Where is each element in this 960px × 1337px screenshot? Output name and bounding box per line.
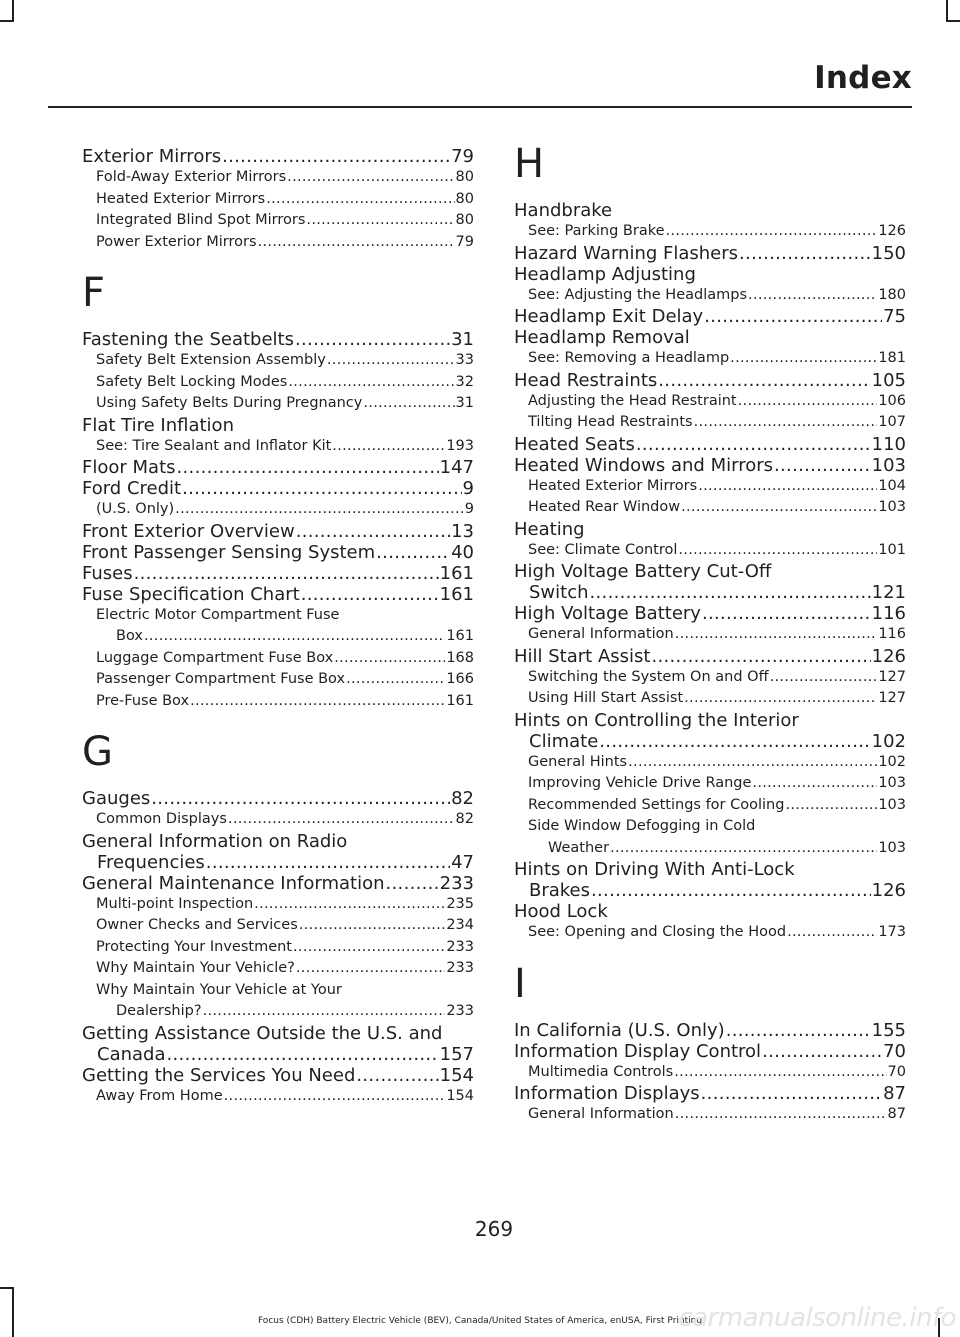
page-reference[interactable]: 105 [871,369,906,391]
dot-leader [296,958,445,980]
entry-text: Safety Belt Extension Assembly [96,352,326,368]
dot-leader [134,563,439,584]
page-reference[interactable]: 75 [883,306,906,327]
index-subentry[interactable] [82,436,474,458]
entry-text: Gauges [82,788,151,809]
dot-leader [770,667,878,689]
index-subentry[interactable] [82,210,474,232]
dot-leader [306,210,454,232]
entry-text: Fuses [82,562,133,584]
dot-leader [376,542,450,563]
entry-text: Headlamp Adjusting [514,263,696,285]
page-reference[interactable]: 33 [455,352,474,368]
entry-text: General Information [528,1106,674,1122]
entry-text: Hazard Warning Flashers [514,242,739,264]
dot-leader [346,669,445,691]
index-subentry[interactable] [82,393,474,415]
dot-leader [762,1041,882,1062]
index-subentry[interactable] [82,809,474,831]
entry-text: Hints on Controlling the Interior [514,709,799,731]
page-reference[interactable]: 127 [878,668,906,685]
entry-text: Integrated Blind Spot Mirrors [96,212,306,228]
watermark-text: carmanualsonline.info [678,1303,956,1333]
index-entry[interactable] [82,329,474,350]
section-letter: G [82,729,113,775]
entry-text: Switching the System On and Off [528,668,769,685]
page-reference[interactable]: 103 [878,796,906,813]
index-subentry[interactable] [514,688,906,710]
index-subentry[interactable] [82,937,474,959]
entry-text: Away From Home [96,1087,223,1104]
index-entry[interactable] [82,584,474,605]
page-reference[interactable]: 233 [446,1003,474,1019]
index-entry[interactable] [514,519,906,540]
entry-text: Power Exterior Mirrors [96,233,257,250]
footer-text: Focus (CDH) Battery Electric Vehicle (BEV), Canada/United States of America, enUSA, First Printing [257,1316,703,1326]
dot-leader [222,146,450,167]
entry-text: Getting Assistance Outside the U.S. and [82,1022,443,1044]
entry-text: See: Parking Brake [528,223,665,239]
entry-text: Why Maintain Your Vehicle? [96,960,295,976]
index-entry[interactable] [82,831,474,873]
index-subentry[interactable] [82,915,474,937]
entry-text: Hints on Driving With Anti-Lock [514,859,795,880]
index-entry[interactable] [514,710,906,752]
entry-text: Head Restraints [514,369,658,391]
section-letter: F [82,270,106,316]
entry-text: See: Opening and Closing the Hood [528,924,787,940]
index-entry[interactable] [82,457,474,478]
dot-leader [785,795,877,817]
entry-text: Improving Vehicle Drive Range [528,775,752,791]
page-reference[interactable]: 31 [451,329,474,350]
page-reference[interactable]: 106 [878,392,906,409]
index-subentry[interactable] [514,1104,906,1126]
index-subentry[interactable] [82,232,474,254]
index-subentry[interactable] [514,624,906,646]
entry-text: Passenger Compartment Fuse Box [96,671,346,687]
index-entry[interactable] [514,243,906,264]
entry-text: General Hints [528,753,628,770]
entry-text: Handbrake [514,200,613,221]
entry-text: Luggage Compartment Fuse Box [96,649,334,666]
dot-leader [704,306,882,327]
page-reference[interactable]: 9 [462,478,474,499]
dot-leader [296,521,450,542]
page-reference[interactable]: 103 [878,499,906,515]
dot-leader [356,1065,438,1086]
page-reference[interactable]: 40 [451,541,474,563]
index-entry[interactable] [514,1041,906,1062]
dot-leader [636,434,871,455]
index-subentry[interactable] [82,691,474,713]
dot-leader [182,478,461,499]
index-entry[interactable] [514,1083,906,1104]
page-reference[interactable]: 103 [878,775,906,791]
dot-leader [684,688,877,710]
dot-leader [203,1001,446,1023]
dot-leader [295,329,450,350]
dot-leader [694,412,878,434]
index-subentry[interactable] [514,667,906,689]
entry-text: Pre-Fuse Box [96,692,190,709]
entry-text: Multi-point Inspection [96,895,254,912]
page-reference[interactable]: 101 [878,541,906,558]
entry-text: Tilting Head Restraints [528,414,693,430]
page-reference[interactable]: 103 [871,454,906,476]
index-subentry[interactable] [514,752,906,774]
page-reference[interactable]: 80 [455,190,474,207]
entry-text: Box [116,628,143,644]
dot-leader [301,584,439,605]
index-subentry[interactable] [514,497,906,519]
entry-text: Headlamp Removal [514,327,690,348]
crop-mark-bottom-left-vertical [12,1287,14,1337]
entry-text: Owner Checks and Services [96,917,298,933]
index-subentry[interactable] [82,958,474,980]
page-reference[interactable]: 161 [439,583,474,605]
entry-text: See: Removing a Headlamp [528,350,730,366]
index-subentry[interactable] [514,773,906,795]
index-entry[interactable] [514,901,906,922]
section-letter: H [514,141,545,187]
page-reference[interactable]: 157 [439,1043,474,1065]
dot-leader [224,1086,446,1108]
entry-text: Climate [529,730,599,752]
entry-text: Protecting Your Investment [96,938,292,955]
page-reference[interactable]: 102 [878,753,906,770]
page-reference[interactable]: 168 [446,649,474,666]
dot-leader [591,880,871,901]
index-subentry[interactable] [82,648,474,670]
index-entry[interactable] [514,434,906,455]
entry-text: Heated Exterior Mirrors [96,190,266,207]
entry-text: Ford Credit [82,478,182,499]
page-reference[interactable]: 166 [446,671,474,687]
entry-text: Frequencies [97,851,205,873]
index-subentry[interactable] [514,816,906,859]
page-reference[interactable]: 161 [439,562,474,584]
entry-text: General Maintenance Information [82,872,385,894]
entry-text: General Information [528,626,674,642]
dot-leader [678,540,877,562]
page-reference[interactable]: 235 [446,895,474,912]
index-entry[interactable] [514,264,906,285]
header-rule [48,106,912,108]
entry-text: (U.S. Only) [96,501,175,517]
page-reference[interactable]: 234 [446,917,474,933]
index-subentry[interactable] [514,348,906,370]
dot-leader [363,393,454,415]
dot-leader [651,646,870,667]
page-reference[interactable]: 80 [455,169,474,185]
index-entry[interactable] [82,1065,474,1086]
dot-leader [675,1104,887,1126]
entry-text: Recommended Settings for Cooling [528,796,785,813]
dot-leader [701,1083,882,1104]
dot-leader [206,852,450,873]
dot-leader [167,1044,439,1065]
page-reference[interactable]: 127 [878,690,906,706]
index-subentry[interactable] [514,540,906,562]
dot-leader [288,372,454,394]
entry-text: See: Adjusting the Headlamps [528,286,748,303]
entry-text: Heated Rear Window [528,499,681,515]
dot-leader [610,838,877,860]
entry-text: Fold-Away Exterior Mirrors [96,169,287,185]
page-reference[interactable]: 126 [871,880,906,901]
dot-leader [254,894,445,916]
page-reference[interactable]: 193 [446,437,474,454]
dot-leader [177,457,439,478]
index-entry[interactable] [82,542,474,563]
dot-leader [748,285,877,307]
page-reference[interactable]: 161 [446,692,474,709]
page-reference[interactable]: 147 [439,457,474,478]
page-reference[interactable]: 31 [455,395,474,411]
page-reference[interactable]: 233 [446,938,474,955]
index-entry[interactable] [82,521,474,542]
entry-text: Multimedia Controls [528,1063,674,1080]
entry-text: Side Window Defogging in Cold [528,818,756,834]
dot-leader [266,189,454,211]
index-entry[interactable] [82,563,474,584]
entry-text: Adjusting the Head Restraint [528,392,737,409]
page-reference[interactable]: 82 [455,811,474,827]
page-reference[interactable]: 155 [871,1019,906,1041]
entry-text: Exterior Mirrors [82,146,222,167]
page-reference[interactable]: 181 [878,350,906,366]
page-reference[interactable]: 79 [451,146,474,167]
dot-leader [675,624,878,646]
index-entry[interactable] [82,478,474,499]
page-reference[interactable]: 154 [439,1064,474,1086]
dot-leader [702,603,871,624]
index-entry[interactable] [514,200,906,221]
page-reference[interactable]: 116 [871,603,906,624]
dot-leader [681,497,877,519]
crop-mark-top-left-vertical [12,0,14,22]
page-reference[interactable]: 80 [455,212,474,228]
page-reference[interactable]: 107 [878,414,906,430]
dot-leader [787,922,877,944]
index-entry[interactable] [82,788,474,809]
page-reference[interactable]: 13 [451,520,474,542]
entry-text: Using Hill Start Assist [528,690,684,706]
dot-leader [175,499,464,521]
index-entry[interactable] [514,859,906,901]
page-reference[interactable]: 233 [446,960,474,976]
page-reference[interactable]: 87 [887,1106,906,1122]
dot-leader [299,915,446,937]
page-reference[interactable]: 180 [878,286,906,303]
page-reference[interactable]: 103 [878,839,906,856]
index-entry[interactable] [82,146,474,167]
entry-text: Floor Mats [82,457,176,478]
index-entry[interactable] [514,1020,906,1041]
index-entry[interactable] [514,646,906,667]
dot-leader [730,348,877,370]
index-column-right [514,141,906,1126]
dot-leader [151,788,450,809]
index-subentry[interactable] [82,189,474,211]
index-subentry[interactable] [514,221,906,243]
entry-text: See: Climate Control [528,541,678,558]
index-subentry[interactable] [82,372,474,394]
index-subentry[interactable] [514,285,906,307]
page-reference[interactable]: 104 [878,477,906,494]
dot-leader [144,626,445,648]
section-letter: I [514,960,526,1007]
dot-leader [674,1062,886,1084]
index-subentry[interactable] [514,391,906,413]
dot-leader [332,436,445,458]
entry-text: Flat Tire Inflation [82,414,234,436]
entry-text: Hill Start Assist [514,645,651,667]
entry-text: Information Displays [514,1083,700,1104]
dot-leader [739,243,871,264]
page-reference[interactable]: 82 [451,788,474,809]
page-reference[interactable]: 154 [446,1087,474,1104]
entry-text: High Voltage Battery Cut-Off [514,561,772,582]
dot-leader [666,221,878,243]
entry-text: Front Exterior Overview [82,520,295,542]
page-reference[interactable]: 126 [878,223,906,239]
dot-leader [258,232,455,254]
entry-text: Fastening the Seatbelts [82,329,294,350]
crop-mark-top-left-horizontal [0,20,14,22]
dot-leader [726,1020,871,1041]
dot-leader [628,752,877,774]
index-subentry[interactable] [82,350,474,372]
index-subentry[interactable] [82,980,474,1023]
page-number: 269 [474,1217,514,1241]
dot-leader [658,370,870,391]
entry-text: Weather [548,839,610,856]
entry-text: High Voltage Battery [514,603,701,624]
index-subentry[interactable] [82,605,474,648]
index-entry[interactable] [82,873,474,894]
index-subentry[interactable] [82,1086,474,1108]
page-reference[interactable]: 32 [455,373,474,390]
index-entry[interactable] [514,455,906,476]
index-subentry[interactable] [514,1062,906,1084]
index-subentry[interactable] [82,894,474,916]
dot-leader [599,731,870,752]
page-reference[interactable]: 173 [878,924,906,940]
entry-text: Why Maintain Your Vehicle at Your [96,981,342,998]
dot-leader [774,455,871,476]
index-entry[interactable] [514,561,906,603]
entry-text: Safety Belt Locking Modes [96,373,288,390]
page-reference[interactable]: 121 [871,582,906,603]
index-column-left [82,146,474,1107]
entry-text: See: Tire Sealant and Inflator Kit [96,437,332,454]
page-reference[interactable]: 161 [446,628,474,644]
entry-text: In California (U.S. Only) [514,1019,725,1041]
index-subentry[interactable] [514,412,906,434]
index-subentry[interactable] [514,922,906,944]
index-subentry[interactable] [514,795,906,817]
page-reference[interactable]: 70 [883,1040,906,1062]
dot-leader [698,476,877,498]
page-reference[interactable]: 70 [887,1063,906,1080]
dot-leader [738,391,878,413]
page-reference[interactable]: 87 [883,1083,906,1104]
entry-text: Heating [514,518,585,540]
page-reference[interactable]: 102 [871,730,906,752]
entry-text: Electric Motor Compartment Fuse [96,606,340,623]
page-reference[interactable]: 79 [455,233,474,250]
entry-text: Heated Seats [514,433,635,455]
entry-text: Heated Exterior Mirrors [528,477,698,494]
entry-text: Fuse Specification Chart [82,583,300,605]
dot-leader [287,167,454,189]
index-entry[interactable] [82,415,474,436]
entry-text: Heated Windows and Mirrors [514,454,773,476]
entry-text: Front Passenger Sensing System [82,541,376,563]
dot-leader [190,691,445,713]
entry-text: Common Displays [96,811,227,827]
dot-leader [327,350,455,372]
dot-leader [228,809,455,831]
index-subentry[interactable] [82,499,474,521]
page-title: Index [814,60,912,96]
page-reference[interactable]: 233 [439,872,474,894]
dot-leader [752,773,877,795]
index-entry[interactable] [514,603,906,624]
index-entry[interactable] [514,370,906,391]
entry-text: Headlamp Exit Delay [514,306,704,327]
page-reference[interactable]: 116 [878,626,906,642]
page-reference[interactable]: 110 [871,433,906,455]
dot-leader [386,873,439,894]
index-entry[interactable] [514,306,906,327]
page-reference[interactable]: 9 [464,501,474,517]
entry-text: Switch [529,582,589,603]
dot-leader [334,648,445,670]
page-reference[interactable]: 150 [871,242,906,264]
dot-leader [590,582,871,603]
crop-mark-top-right-vertical [946,0,948,22]
entry-text: Using Safety Belts During Pregnancy [96,395,363,411]
entry-text: Dealership? [116,1003,202,1019]
crop-mark-top-right-horizontal [946,20,960,22]
entry-text: Getting the Services You Need [82,1064,356,1086]
index-entry[interactable] [514,327,906,348]
entry-text: General Information on Radio [82,830,348,852]
page-reference[interactable]: 126 [871,645,906,667]
index-subentry[interactable] [82,167,474,189]
index-subentry[interactable] [82,669,474,691]
index-subentry[interactable] [514,476,906,498]
entry-text: Brakes [529,880,591,901]
crop-mark-bottom-left-horizontal [0,1287,14,1289]
dot-leader [293,937,445,959]
entry-text: Information Display Control [514,1040,762,1062]
index-entry[interactable] [82,1023,474,1065]
entry-text: Canada [97,1043,166,1065]
page-reference[interactable]: 47 [451,851,474,873]
entry-text: Hood Lock [514,901,608,922]
